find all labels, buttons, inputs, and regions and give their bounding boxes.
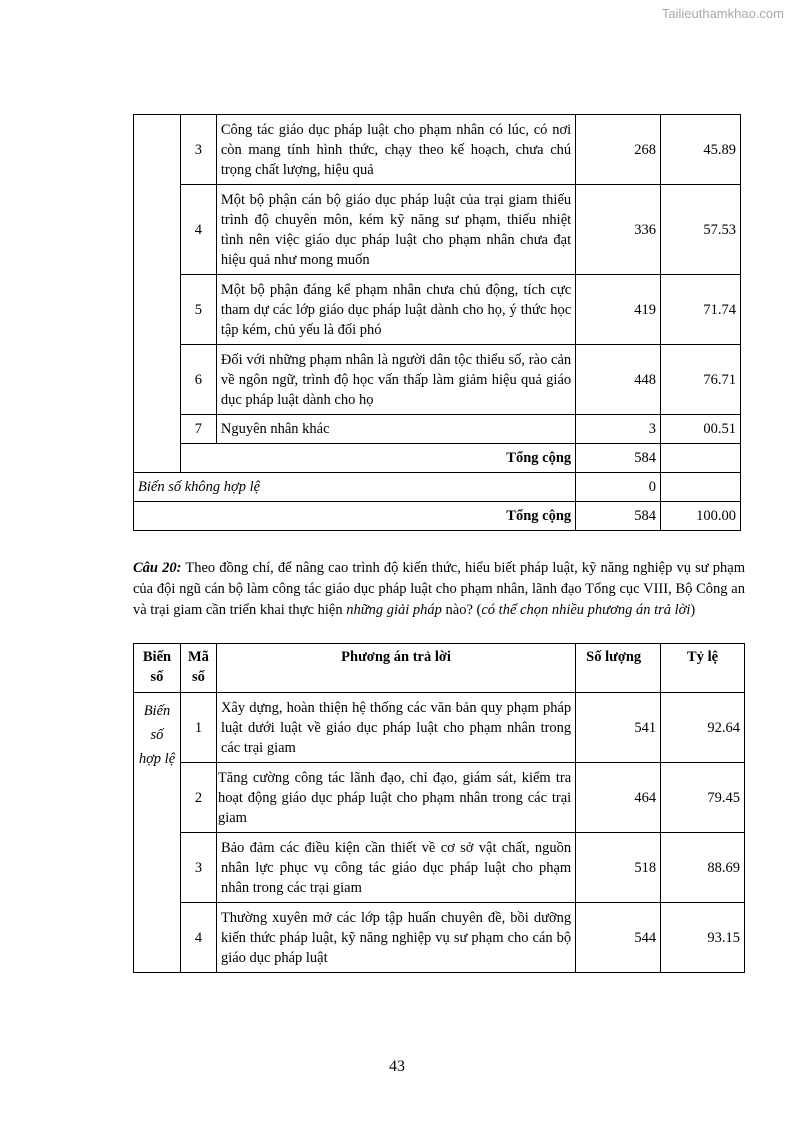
results-table-continued xyxy=(133,114,741,531)
row-code: 1 xyxy=(180,693,216,763)
row-code: 2 xyxy=(180,763,216,833)
table-row xyxy=(134,693,745,763)
row-pct: 92.64 xyxy=(661,693,745,763)
row-count: 518 xyxy=(576,833,661,903)
row-pct: 00.51 xyxy=(661,415,741,444)
table-row xyxy=(134,415,741,444)
table-row xyxy=(134,115,741,185)
row-text: Đối với những phạm nhân là người dân tộc thiểu số, rào cản về ngôn ngữ, trình độ học vấn thấp làm giảm hiệu quả giáo dục pháp luật dành cho họ xyxy=(216,345,575,415)
invalid-row xyxy=(134,473,741,502)
question-text-after: nào? ( xyxy=(441,602,482,618)
row-text: Nguyên nhân khác xyxy=(216,415,575,444)
subtotal-label: Tổng cộng xyxy=(216,444,575,473)
table-row xyxy=(134,275,741,345)
row-pct: 45.89 xyxy=(661,115,741,185)
header-code: Mã số xyxy=(180,644,216,693)
table-row xyxy=(134,763,745,833)
row-text: Công tác giáo dục pháp luật cho phạm nhân có lúc, có nơi còn mang tính hình thức, chạy theo kế hoạch, chưa chú trọng chất lượng, hiệu quả xyxy=(216,115,575,185)
row-count: 464 xyxy=(576,763,661,833)
question-note: có thể chọn nhiều phương án trả lời xyxy=(481,602,691,618)
table-row xyxy=(134,903,745,973)
row-count: 448 xyxy=(576,345,661,415)
question-20 xyxy=(133,558,745,621)
total-row xyxy=(134,502,741,531)
row-text: Một bộ phận đáng kể phạm nhân chưa chủ động, tích cực tham dự các lớp giáo dục pháp luật dành cho họ, ý thức học tập kém, chủ yếu là đối phó xyxy=(216,275,575,345)
row-pct: 71.74 xyxy=(661,275,741,345)
row-code: 4 xyxy=(180,185,216,275)
table-row xyxy=(134,833,745,903)
invalid-count: 0 xyxy=(576,473,661,502)
total-pct: 100.00 xyxy=(661,502,741,531)
subtotal-row xyxy=(134,444,741,473)
row-pct: 79.45 xyxy=(661,763,745,833)
row-code: 3 xyxy=(180,833,216,903)
row-count: 336 xyxy=(576,185,661,275)
row-count: 544 xyxy=(576,903,661,973)
header-pct: Tỷ lệ xyxy=(661,644,745,693)
header-answer: Phương án trả lời xyxy=(216,644,575,693)
row-count: 541 xyxy=(576,693,661,763)
row-count: 268 xyxy=(576,115,661,185)
row-pct: 93.15 xyxy=(661,903,745,973)
row-count: 419 xyxy=(576,275,661,345)
row-text: Bảo đảm các điều kiện cần thiết về cơ sở vật chất, nguồn nhân lực phục vụ công tác giáo dục pháp luật cho phạm nhân trong các trại giam xyxy=(216,833,575,903)
table-row xyxy=(134,345,741,415)
total-count: 584 xyxy=(576,502,661,531)
subtotal-count: 584 xyxy=(576,444,661,473)
question-label: Câu 20: xyxy=(133,560,182,576)
row-count: 3 xyxy=(576,415,661,444)
watermark: Tailieuthamkhao.com xyxy=(661,6,784,21)
row-text: Một bộ phận cán bộ giáo dục pháp luật của trại giam thiếu trình độ chuyên môn, kém kỹ năng sư phạm, thiếu nhiệt tình nên việc giáo dục pháp luật cho phạm nhân chưa đạt hiệu quả như mong muốn xyxy=(216,185,575,275)
group-cell xyxy=(134,115,181,473)
solutions-table xyxy=(133,643,745,973)
question-emphasis: những giải pháp xyxy=(346,602,442,618)
row-pct: 76.71 xyxy=(661,345,741,415)
row-code: 5 xyxy=(180,275,216,345)
question-text: Theo đồng chí, để nâng cao trình độ kiến thức, hiểu biết pháp luật, kỹ năng nghiệp vụ sư phạm của đội ngũ cán bộ làm công tác giáo dục pháp luật cho phạm nhân, lãnh đạo Tổng cục VIII, Bộ Công an và trại giam cần triển khai thực hiện xyxy=(133,560,745,618)
row-code: 3 xyxy=(180,115,216,185)
row-pct: 88.69 xyxy=(661,833,745,903)
total-label: Tổng cộng xyxy=(134,502,576,531)
row-code: 7 xyxy=(180,415,216,444)
row-pct: 57.53 xyxy=(661,185,741,275)
invalid-label: Biến số không hợp lệ xyxy=(134,473,576,502)
question-close: ) xyxy=(690,602,696,618)
page-number: 43 xyxy=(389,1058,405,1075)
row-code: 6 xyxy=(180,345,216,415)
table-header-row xyxy=(134,644,745,693)
table-row xyxy=(134,185,741,275)
row-text: Xây dựng, hoàn thiện hệ thống các văn bản quy phạm pháp luật dưới luật về giáo dục pháp luật cho phạm nhân trong các trại giam xyxy=(216,693,575,763)
group-label: Biến số hợp lệ xyxy=(134,693,181,973)
header-variable: Biến số xyxy=(134,644,181,693)
row-text: Thường xuyên mở các lớp tập huấn chuyên đề, bồi dưỡng kiến thức pháp luật, kỹ năng nghiệp vụ sư phạm cho cán bộ giáo dục pháp luật xyxy=(216,903,575,973)
header-count: Số lượng xyxy=(576,644,661,693)
row-code: 4 xyxy=(180,903,216,973)
row-text: Tăng cường công tác lãnh đạo, chỉ đạo, giám sát, kiểm tra hoạt động giáo dục pháp luật cho phạm nhân trong các trại giam xyxy=(216,763,575,833)
